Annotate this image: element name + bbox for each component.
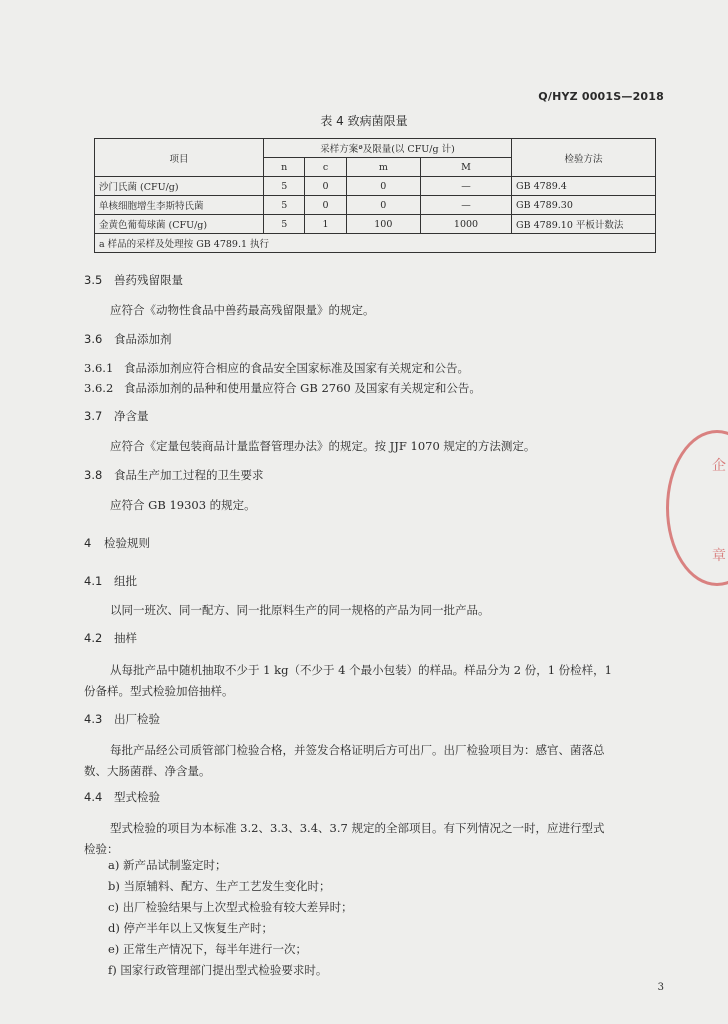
sub-header-M: M bbox=[421, 158, 512, 177]
row-M: 1000 bbox=[421, 215, 512, 234]
table-row bbox=[95, 177, 656, 196]
paragraph: 应符合《动物性食品中兽药最高残留限量》的规定。 bbox=[110, 303, 375, 317]
section-heading bbox=[84, 573, 137, 589]
sub-header-c: c bbox=[305, 158, 346, 177]
clause-3-6-1 bbox=[84, 357, 674, 379]
table-row bbox=[95, 215, 656, 234]
row-c: 0 bbox=[305, 196, 346, 215]
paragraph-line: 检验： bbox=[84, 842, 119, 856]
row-item: 沙门氏菌 (CFU/g) bbox=[95, 177, 264, 196]
page-number: 3 bbox=[657, 982, 664, 993]
row-m: 100 bbox=[346, 215, 420, 234]
row-c: 0 bbox=[305, 177, 346, 196]
chapter-heading bbox=[84, 535, 150, 551]
row-M: — bbox=[421, 196, 512, 215]
clause-text: 食品添加剂的品种和使用量应符合 GB 2760 及国家有关规定和公告。 bbox=[124, 381, 481, 395]
section-number: 3.5 bbox=[84, 273, 103, 287]
paragraph-line: 数、大肠菌群、净含量。 bbox=[84, 764, 211, 778]
row-method: GB 4789.10 平板计数法 bbox=[512, 215, 656, 234]
section-number: 4.1 bbox=[84, 574, 103, 588]
section-heading bbox=[84, 711, 160, 727]
paragraph-line: 份备样。型式检验加倍抽样。 bbox=[84, 684, 234, 698]
table-footnote: a 样品的采样及处理按 GB 4789.1 执行 bbox=[95, 234, 656, 253]
list-item: e) 正常生产情况下，每半年进行一次； bbox=[108, 942, 307, 956]
clause-number: 3.6.1 bbox=[84, 361, 114, 375]
chapter-title: 检验规则 bbox=[104, 536, 150, 550]
section-number: 4.2 bbox=[84, 631, 103, 645]
section-title: 型式检验 bbox=[114, 790, 160, 804]
paragraph: 应符合 GB 19303 的规定。 bbox=[110, 498, 256, 512]
section-number: 4.4 bbox=[84, 790, 103, 804]
clause-3-6-2 bbox=[84, 377, 674, 399]
row-m: 0 bbox=[346, 177, 420, 196]
section-title: 食品生产加工过程的卫生要求 bbox=[114, 468, 264, 482]
standard-code: Q/HYZ 0001S—2018 bbox=[538, 90, 664, 103]
list-item: b) 当原辅料、配方、生产工艺发生变化时； bbox=[108, 879, 331, 893]
sub-header-m: m bbox=[346, 158, 420, 177]
list-item: c) 出厂检验结果与上次型式检验有较大差异时； bbox=[108, 900, 353, 914]
section-heading bbox=[84, 272, 183, 288]
pathogen-limit-table bbox=[94, 138, 656, 253]
row-n: 5 bbox=[264, 196, 305, 215]
section-heading bbox=[84, 467, 264, 483]
seal-char: 企 bbox=[712, 458, 726, 474]
section-title: 抽样 bbox=[114, 631, 137, 645]
section-title: 兽药残留限量 bbox=[114, 273, 183, 287]
section-number: 3.6 bbox=[84, 332, 103, 346]
condition-list bbox=[108, 855, 353, 981]
section-heading bbox=[84, 408, 149, 424]
paragraph-line: 从每批产品中随机抽取不少于 1 kg（不少于 4 个最小包装）的样品。样品分为 2 份，1 份检样，1 bbox=[110, 663, 612, 677]
list-item: a) 新产品试制鉴定时； bbox=[108, 858, 227, 872]
paragraph: 以同一班次、同一配方、同一批原料生产的同一规格的产品为同一批产品。 bbox=[110, 603, 490, 617]
section-heading bbox=[84, 331, 172, 347]
section-number: 4.3 bbox=[84, 712, 103, 726]
section-heading bbox=[84, 789, 160, 805]
row-n: 5 bbox=[264, 177, 305, 196]
section-title: 净含量 bbox=[114, 409, 149, 423]
paragraph-line: 每批产品经公司质管部门检验合格，并签发合格证明后方可出厂。出厂检验项目为：感官、菌落总 bbox=[110, 743, 605, 757]
sub-header-n: n bbox=[264, 158, 305, 177]
seal-char: 章 bbox=[712, 548, 726, 564]
clause-number: 3.6.2 bbox=[84, 381, 114, 395]
row-n: 5 bbox=[264, 215, 305, 234]
paragraph: 应符合《定量包装商品计量监督管理办法》的规定。按 JJF 1070 规定的方法测定。 bbox=[110, 439, 536, 453]
row-m: 0 bbox=[346, 196, 420, 215]
chapter-number: 4 bbox=[84, 536, 92, 550]
col-header-item: 项目 bbox=[95, 139, 264, 177]
section-heading bbox=[84, 630, 137, 646]
row-M: — bbox=[421, 177, 512, 196]
table-caption: 表 4 致病菌限量 bbox=[320, 114, 408, 128]
row-item: 单核细胞增生李斯特氏菌 bbox=[95, 196, 264, 215]
row-method: GB 4789.4 bbox=[512, 177, 656, 196]
list-item: d) 停产半年以上又恢复生产时； bbox=[108, 921, 274, 935]
section-title: 组批 bbox=[114, 574, 137, 588]
col-header-method: 检验方法 bbox=[512, 139, 656, 177]
col-header-plan: 采样方案ª及限量(以 CFU/g 计) bbox=[264, 139, 512, 158]
row-method: GB 4789.30 bbox=[512, 196, 656, 215]
section-number: 3.8 bbox=[84, 468, 103, 482]
table-row bbox=[95, 196, 656, 215]
row-c: 1 bbox=[305, 215, 346, 234]
list-item: f) 国家行政管理部门提出型式检验要求时。 bbox=[108, 963, 328, 977]
section-number: 3.7 bbox=[84, 409, 103, 423]
clause-text: 食品添加剂应符合相应的食品安全国家标准及国家有关规定和公告。 bbox=[124, 361, 469, 375]
section-title: 食品添加剂 bbox=[114, 332, 172, 346]
section-title: 出厂检验 bbox=[114, 712, 160, 726]
row-item: 金黄色葡萄球菌 (CFU/g) bbox=[95, 215, 264, 234]
paragraph-line: 型式检验的项目为本标准 3.2、3.3、3.4、3.7 规定的全部项目。有下列情况之一时，应进行型式 bbox=[110, 821, 605, 835]
